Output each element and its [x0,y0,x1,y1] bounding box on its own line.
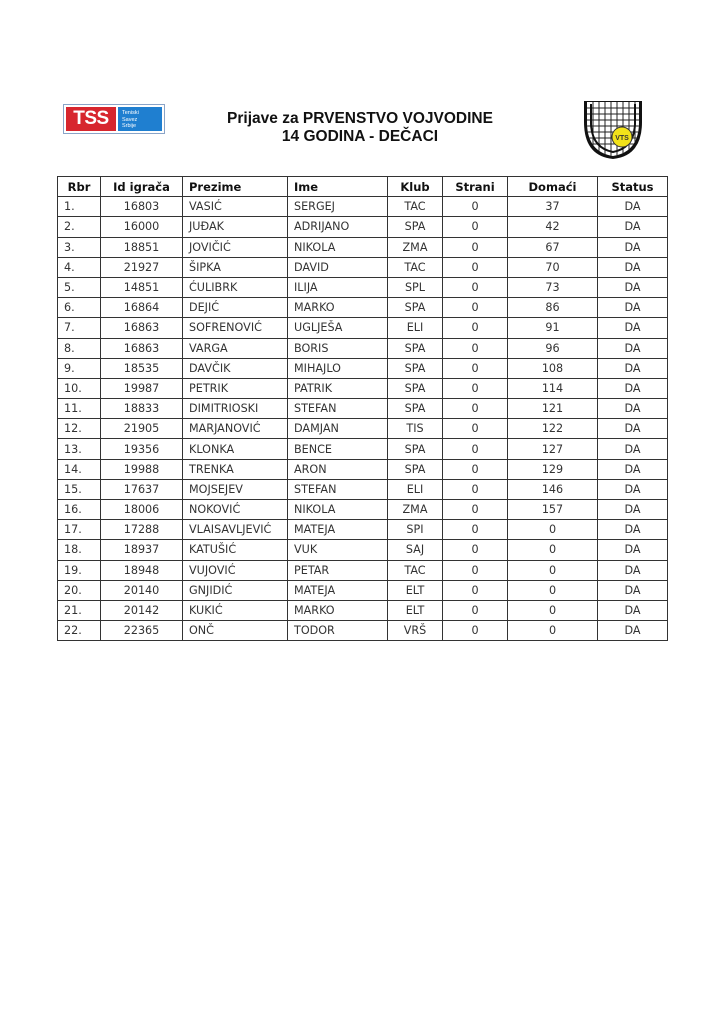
cell-strani: 0 [443,439,508,459]
cell-domaci: 0 [508,580,598,600]
cell-status: DA [598,479,668,499]
entries-table [57,176,668,641]
cell-id: 20142 [101,600,183,620]
cell-ime: PETAR [288,560,388,580]
cell-prezime: VARGA [183,338,288,358]
cell-ime: STEFAN [288,479,388,499]
cell-ime: NIKOLA [288,500,388,520]
cell-ime: MIHAJLO [288,358,388,378]
cell-id: 18948 [101,560,183,580]
table-row [58,378,668,398]
cell-rbr: 7. [58,318,101,338]
table-row [58,479,668,499]
cell-ime: MATEJA [288,520,388,540]
table-row [58,560,668,580]
cell-id: 16863 [101,318,183,338]
table-row [58,419,668,439]
cell-klub: ELI [388,318,443,338]
cell-klub: ELI [388,479,443,499]
cell-rbr: 10. [58,378,101,398]
cell-rbr: 22. [58,621,101,641]
cell-domaci: 0 [508,600,598,620]
tss-logo-text [118,107,162,131]
cell-id: 16000 [101,217,183,237]
cell-ime: ADRIJANO [288,217,388,237]
cell-rbr: 12. [58,419,101,439]
col-header-rbr: Rbr [58,177,101,197]
cell-rbr: 6. [58,298,101,318]
cell-domaci: 86 [508,298,598,318]
col-header-klub: Klub [388,177,443,197]
cell-id: 18851 [101,237,183,257]
cell-klub: SPA [388,459,443,479]
cell-rbr: 15. [58,479,101,499]
cell-prezime: GNJIDIĆ [183,580,288,600]
cell-domaci: 157 [508,500,598,520]
cell-klub: ZMA [388,500,443,520]
cell-prezime: KATUŠIĆ [183,540,288,560]
cell-status: DA [598,277,668,297]
col-header-domaci: Domaći [508,177,598,197]
cell-prezime: DIMITRIOSKI [183,399,288,419]
cell-strani: 0 [443,197,508,217]
cell-prezime: ONČ [183,621,288,641]
cell-domaci: 37 [508,197,598,217]
cell-klub: TAC [388,560,443,580]
cell-strani: 0 [443,560,508,580]
table-row [58,399,668,419]
cell-ime: SERGEJ [288,197,388,217]
cell-klub: SPA [388,399,443,419]
cell-rbr: 13. [58,439,101,459]
cell-strani: 0 [443,419,508,439]
table-row [58,358,668,378]
cell-strani: 0 [443,459,508,479]
cell-prezime: DAVČIK [183,358,288,378]
cell-strani: 0 [443,318,508,338]
cell-ime: MARKO [288,600,388,620]
cell-klub: ZMA [388,237,443,257]
cell-klub: ELT [388,600,443,620]
cell-ime: MATEJA [288,580,388,600]
cell-klub: TIS [388,419,443,439]
cell-id: 21905 [101,419,183,439]
cell-ime: BORIS [288,338,388,358]
cell-prezime: VASIĆ [183,197,288,217]
cell-status: DA [598,621,668,641]
cell-rbr: 2. [58,217,101,237]
cell-status: DA [598,500,668,520]
cell-prezime: MARJANOVIĆ [183,419,288,439]
cell-rbr: 9. [58,358,101,378]
tss-logo-line: Teniski [122,110,139,116]
table-row [58,338,668,358]
cell-prezime: JOVIČIĆ [183,237,288,257]
cell-klub: SPA [388,358,443,378]
cell-id: 16864 [101,298,183,318]
table-row [58,520,668,540]
cell-status: DA [598,540,668,560]
cell-strani: 0 [443,378,508,398]
cell-domaci: 96 [508,338,598,358]
table-row [58,439,668,459]
cell-strani: 0 [443,621,508,641]
cell-klub: ELT [388,580,443,600]
cell-rbr: 19. [58,560,101,580]
table-row [58,500,668,520]
cell-strani: 0 [443,399,508,419]
cell-domaci: 121 [508,399,598,419]
cell-rbr: 16. [58,500,101,520]
cell-id: 18937 [101,540,183,560]
cell-status: DA [598,378,668,398]
cell-status: DA [598,298,668,318]
cell-strani: 0 [443,217,508,237]
cell-ime: PATRIK [288,378,388,398]
cell-id: 18535 [101,358,183,378]
tss-logo-line: Srbije [122,123,137,129]
cell-domaci: 73 [508,277,598,297]
cell-domaci: 70 [508,257,598,277]
table-row [58,237,668,257]
cell-strani: 0 [443,358,508,378]
cell-domaci: 91 [508,318,598,338]
cell-id: 19987 [101,378,183,398]
vts-racket-logo-icon [582,100,644,160]
table-row [58,277,668,297]
table-row [58,600,668,620]
cell-status: DA [598,217,668,237]
cell-id: 17637 [101,479,183,499]
cell-rbr: 5. [58,277,101,297]
cell-status: DA [598,600,668,620]
cell-strani: 0 [443,479,508,499]
cell-rbr: 14. [58,459,101,479]
cell-status: DA [598,580,668,600]
tss-logo-line: Savez [122,116,138,123]
cell-rbr: 3. [58,237,101,257]
cell-klub: TAC [388,257,443,277]
cell-strani: 0 [443,500,508,520]
cell-ime: DAMJAN [288,419,388,439]
cell-klub: TAC [388,197,443,217]
cell-prezime: PETRIK [183,378,288,398]
table-row [58,621,668,641]
cell-strani: 0 [443,600,508,620]
cell-rbr: 18. [58,540,101,560]
cell-klub: SPA [388,217,443,237]
cell-id: 14851 [101,277,183,297]
cell-id: 18833 [101,399,183,419]
cell-domaci: 0 [508,540,598,560]
document-title [190,110,530,146]
cell-id: 16803 [101,197,183,217]
cell-status: DA [598,318,668,338]
vts-logo-text: VTS [615,135,629,142]
cell-strani: 0 [443,520,508,540]
cell-id: 22365 [101,621,183,641]
cell-strani: 0 [443,338,508,358]
table-row [58,318,668,338]
cell-strani: 0 [443,257,508,277]
cell-status: DA [598,439,668,459]
cell-prezime: DEJIĆ [183,298,288,318]
col-header-ime: Ime [288,177,388,197]
col-header-prezime: Prezime [183,177,288,197]
table-row [58,217,668,237]
cell-domaci: 0 [508,621,598,641]
cell-domaci: 114 [508,378,598,398]
cell-rbr: 20. [58,580,101,600]
table-row [58,459,668,479]
cell-status: DA [598,257,668,277]
cell-strani: 0 [443,277,508,297]
cell-domaci: 127 [508,439,598,459]
cell-ime: NIKOLA [288,237,388,257]
cell-status: DA [598,197,668,217]
cell-ime: VUK [288,540,388,560]
cell-strani: 0 [443,237,508,257]
cell-domaci: 0 [508,560,598,580]
cell-id: 16863 [101,338,183,358]
cell-rbr: 11. [58,399,101,419]
cell-klub: SPL [388,277,443,297]
cell-ime: UGLJEŠA [288,318,388,338]
cell-strani: 0 [443,298,508,318]
table-header-row [58,177,668,197]
cell-status: DA [598,399,668,419]
table-row [58,580,668,600]
cell-domaci: 122 [508,419,598,439]
cell-prezime: VLAISAVLJEVIĆ [183,520,288,540]
cell-id: 18006 [101,500,183,520]
cell-prezime: ĆULIBRK [183,277,288,297]
col-header-status: Status [598,177,668,197]
cell-klub: SAJ [388,540,443,560]
cell-id: 20140 [101,580,183,600]
title-line-2: 14 GODINA - DEČACI [281,128,439,145]
cell-klub: SPA [388,378,443,398]
cell-id: 19356 [101,439,183,459]
cell-ime: STEFAN [288,399,388,419]
cell-status: DA [598,358,668,378]
cell-ime: TODOR [288,621,388,641]
cell-klub: VRŠ [388,621,443,641]
cell-strani: 0 [443,540,508,560]
cell-prezime: NOKOVIĆ [183,500,288,520]
tss-logo [63,104,165,134]
cell-prezime: MOJSEJEV [183,479,288,499]
cell-klub: SPA [388,439,443,459]
cell-domaci: 108 [508,358,598,378]
cell-domaci: 129 [508,459,598,479]
cell-domaci: 42 [508,217,598,237]
cell-rbr: 17. [58,520,101,540]
cell-prezime: SOFRENOVIĆ [183,318,288,338]
cell-status: DA [598,520,668,540]
title-line-1: Prijave za PRVENSTVO VOJVODINE [227,110,493,127]
cell-status: DA [598,338,668,358]
cell-prezime: VUJOVIĆ [183,560,288,580]
cell-prezime: KUKIĆ [183,600,288,620]
cell-rbr: 8. [58,338,101,358]
cell-rbr: 1. [58,197,101,217]
cell-domaci: 146 [508,479,598,499]
cell-status: DA [598,459,668,479]
cell-klub: SPA [388,338,443,358]
col-header-strani: Strani [443,177,508,197]
cell-id: 21927 [101,257,183,277]
cell-status: DA [598,237,668,257]
table-row [58,257,668,277]
cell-domaci: 67 [508,237,598,257]
cell-ime: ARON [288,459,388,479]
cell-prezime: ŠIPKA [183,257,288,277]
cell-rbr: 21. [58,600,101,620]
cell-id: 17288 [101,520,183,540]
cell-rbr: 4. [58,257,101,277]
cell-prezime: JUĐAK [183,217,288,237]
col-header-id: Id igrača [101,177,183,197]
cell-domaci: 0 [508,520,598,540]
tss-logo-abbr: TSS [66,107,116,131]
cell-ime: BENCE [288,439,388,459]
cell-prezime: TRENKA [183,459,288,479]
cell-status: DA [598,419,668,439]
cell-strani: 0 [443,580,508,600]
cell-ime: MARKO [288,298,388,318]
cell-prezime: KLONKA [183,439,288,459]
cell-ime: DAVID [288,257,388,277]
cell-id: 19988 [101,459,183,479]
cell-ime: ILIJA [288,277,388,297]
cell-status: DA [598,560,668,580]
cell-klub: SPA [388,298,443,318]
table-row [58,540,668,560]
table-row [58,197,668,217]
table-row [58,298,668,318]
cell-klub: SPI [388,520,443,540]
